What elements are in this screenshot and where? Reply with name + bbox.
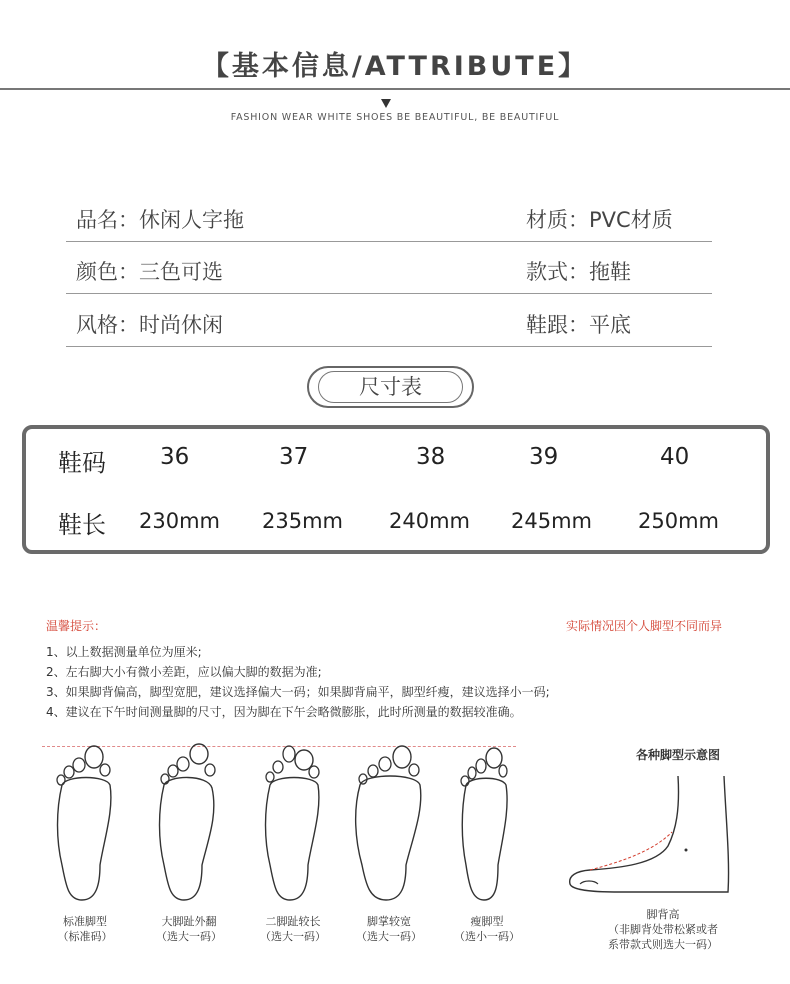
foot-type-name: 标准脚型	[63, 915, 107, 928]
size-cell: 39	[529, 444, 559, 470]
attribute-color: 颜色：三色可选	[76, 260, 223, 284]
bunion-foot-icon	[152, 740, 226, 910]
foot-type-advice: （选大一码）	[356, 930, 422, 943]
size-table-title: 尺寸表	[318, 371, 463, 403]
foot-type-advice: （选小一码）	[454, 930, 520, 943]
foot-type-advice: （标准码）	[57, 930, 113, 943]
long-second-toe-foot-icon	[256, 740, 330, 910]
attribute-name: 品名：休闲人字拖	[76, 208, 244, 232]
size-table	[22, 425, 770, 554]
foot-type-label	[40, 914, 130, 944]
diagram-label-line: （非脚背处带松紧或者	[608, 923, 718, 936]
foot-type-name: 大脚趾外翻	[161, 915, 217, 928]
foot-type-label	[144, 914, 234, 944]
row-divider	[66, 346, 712, 347]
foot-type-advice: （选大一码）	[156, 930, 222, 943]
diagram-label-line: 脚背高	[646, 908, 680, 921]
tip-line: 1、以上数据测量单位为厘米;	[46, 645, 202, 659]
foot-type-label	[248, 914, 338, 944]
size-table-title-badge	[307, 366, 474, 408]
foot-type-name: 二脚趾较长	[265, 915, 321, 928]
size-cell: 40	[660, 444, 690, 470]
tip-line: 4、建议在下午时间测量脚的尺寸，因为脚在下午会略微膨胀，此时所测量的数据较准确。	[46, 705, 522, 719]
attribute-row	[66, 297, 712, 347]
foot-type-name: 瘦脚型	[470, 915, 504, 928]
size-cell: 235mm	[262, 509, 343, 533]
attribute-fashion: 风格：时尚休闲	[76, 313, 223, 337]
attribute-row	[66, 244, 712, 294]
diagram-label-line: 系带款式则选大一码）	[608, 938, 718, 951]
size-cell: 38	[416, 444, 446, 470]
attribute-style: 款式：拖鞋	[526, 260, 631, 284]
attribute-material: 材质：PVC材质	[526, 208, 673, 232]
page-title: 【基本信息/ATTRIBUTE】	[201, 51, 589, 82]
attribute-row	[66, 192, 712, 242]
size-row-header: 鞋码	[58, 449, 106, 477]
foot-type-name: 脚掌较宽	[367, 915, 411, 928]
tips-title: 温馨提示：	[46, 619, 107, 633]
diagram-title: 各种脚型示意图	[636, 748, 721, 762]
size-cell: 36	[160, 444, 190, 470]
header-subtitle: FASHION WEAR WHITE SHOES BE BEAUTIFUL, BE BEAUTIFUL	[230, 112, 560, 123]
size-cell: 37	[279, 444, 309, 470]
attribute-heel: 鞋跟：平底	[526, 313, 631, 337]
foot-type-advice: （选大一码）	[260, 930, 326, 943]
tip-line: 3、如果脚背偏高，脚型宽肥，建议选择偏大一码；如果脚背扁平，脚型纤瘦，建议选择小一码;	[46, 685, 550, 699]
foot-type-label	[442, 914, 532, 944]
diagram-label	[588, 907, 738, 952]
standard-foot-icon	[48, 740, 122, 910]
size-cell: 250mm	[638, 509, 719, 533]
size-cell: 245mm	[511, 509, 592, 533]
size-cell: 230mm	[139, 509, 220, 533]
tips-note: 实际情况因个人脚型不同而异	[566, 619, 723, 633]
down-arrow-icon	[381, 99, 391, 108]
size-row-header: 鞋长	[58, 511, 106, 539]
row-divider	[66, 241, 712, 242]
header-divider	[0, 88, 790, 90]
wide-foot-icon	[350, 740, 430, 910]
slim-foot-icon	[450, 740, 520, 910]
foot-type-label	[344, 914, 434, 944]
tip-line: 2、左右脚大小有微小差距，应以偏大脚的数据为准;	[46, 665, 322, 679]
size-cell: 240mm	[389, 509, 470, 533]
high-instep-foot-icon	[560, 770, 740, 900]
row-divider	[66, 293, 712, 294]
